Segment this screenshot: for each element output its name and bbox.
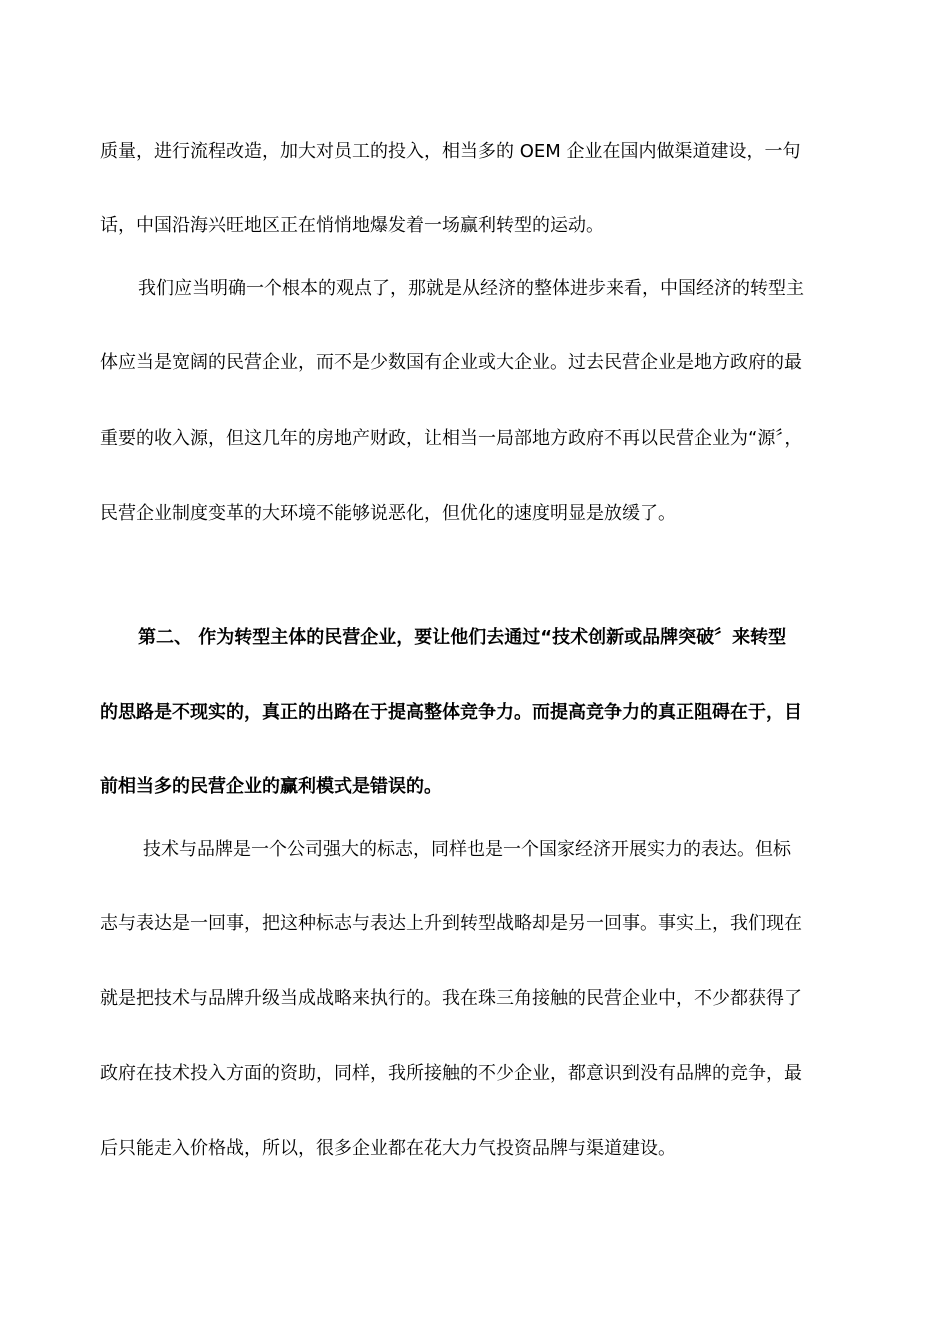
paragraph-4-line-3: 就是把技术与品牌升级当成战略来执行的。我在珠三角接触的民营企业中，不少都获得了 (100, 988, 802, 1009)
paragraph-3-line-2: 的思路是不现实的，真正的出路在于提高整体竞争力。而提高竞争力的真正阻碍在于，目 (100, 702, 802, 723)
paragraph-2-line-2: 体应当是宽阔的民营企业，而不是少数国有企业或大企业。过去民营企业是地方政府的最 (100, 352, 802, 373)
paragraph-1-line-1: 质量，进行流程改造，加大对员工的投入，相当多的 OEM 企业在国内做渠道建设，一句 (100, 141, 801, 162)
paragraph-4-line-2: 志与表达是一回事，把这种标志与表达上升到转型战略却是另一回事。事实上，我们现在 (100, 913, 802, 934)
paragraph-2-line-1: 我们应当明确一个根本的观点了，那就是从经济的整体进步来看，中国经济的转型主 (138, 278, 804, 299)
paragraph-2-line-4: 民营企业制度变革的大环境不能够说恶化，但优化的速度明显是放缓了。 (100, 503, 676, 524)
paragraph-4-line-1: 技术与品牌是一个公司强大的标志，同样也是一个国家经济开展实力的表达。但标 (143, 839, 791, 860)
paragraph-4-line-4: 政府在技术投入方面的资助，同样，我所接触的不少企业，都意识到没有品牌的竞争，最 (100, 1063, 802, 1084)
paragraph-4-line-5: 后只能走入价格战，所以，很多企业都在花大力气投资品牌与渠道建设。 (100, 1138, 676, 1159)
paragraph-3-line-3: 前相当多的民营企业的赢利模式是错误的。 (100, 776, 442, 797)
paragraph-3-line-1: 第二、 作为转型主体的民营企业，要让他们去通过“技术创新或品牌突破〞来转型 (138, 627, 787, 648)
paragraph-1-line-2: 话，中国沿海兴旺地区正在悄悄地爆发着一场赢利转型的运动。 (100, 215, 604, 236)
paragraph-2-line-3: 重要的收入源，但这几年的房地产财政，让相当一局部地方政府不再以民营企业为“源〞， (100, 428, 803, 449)
